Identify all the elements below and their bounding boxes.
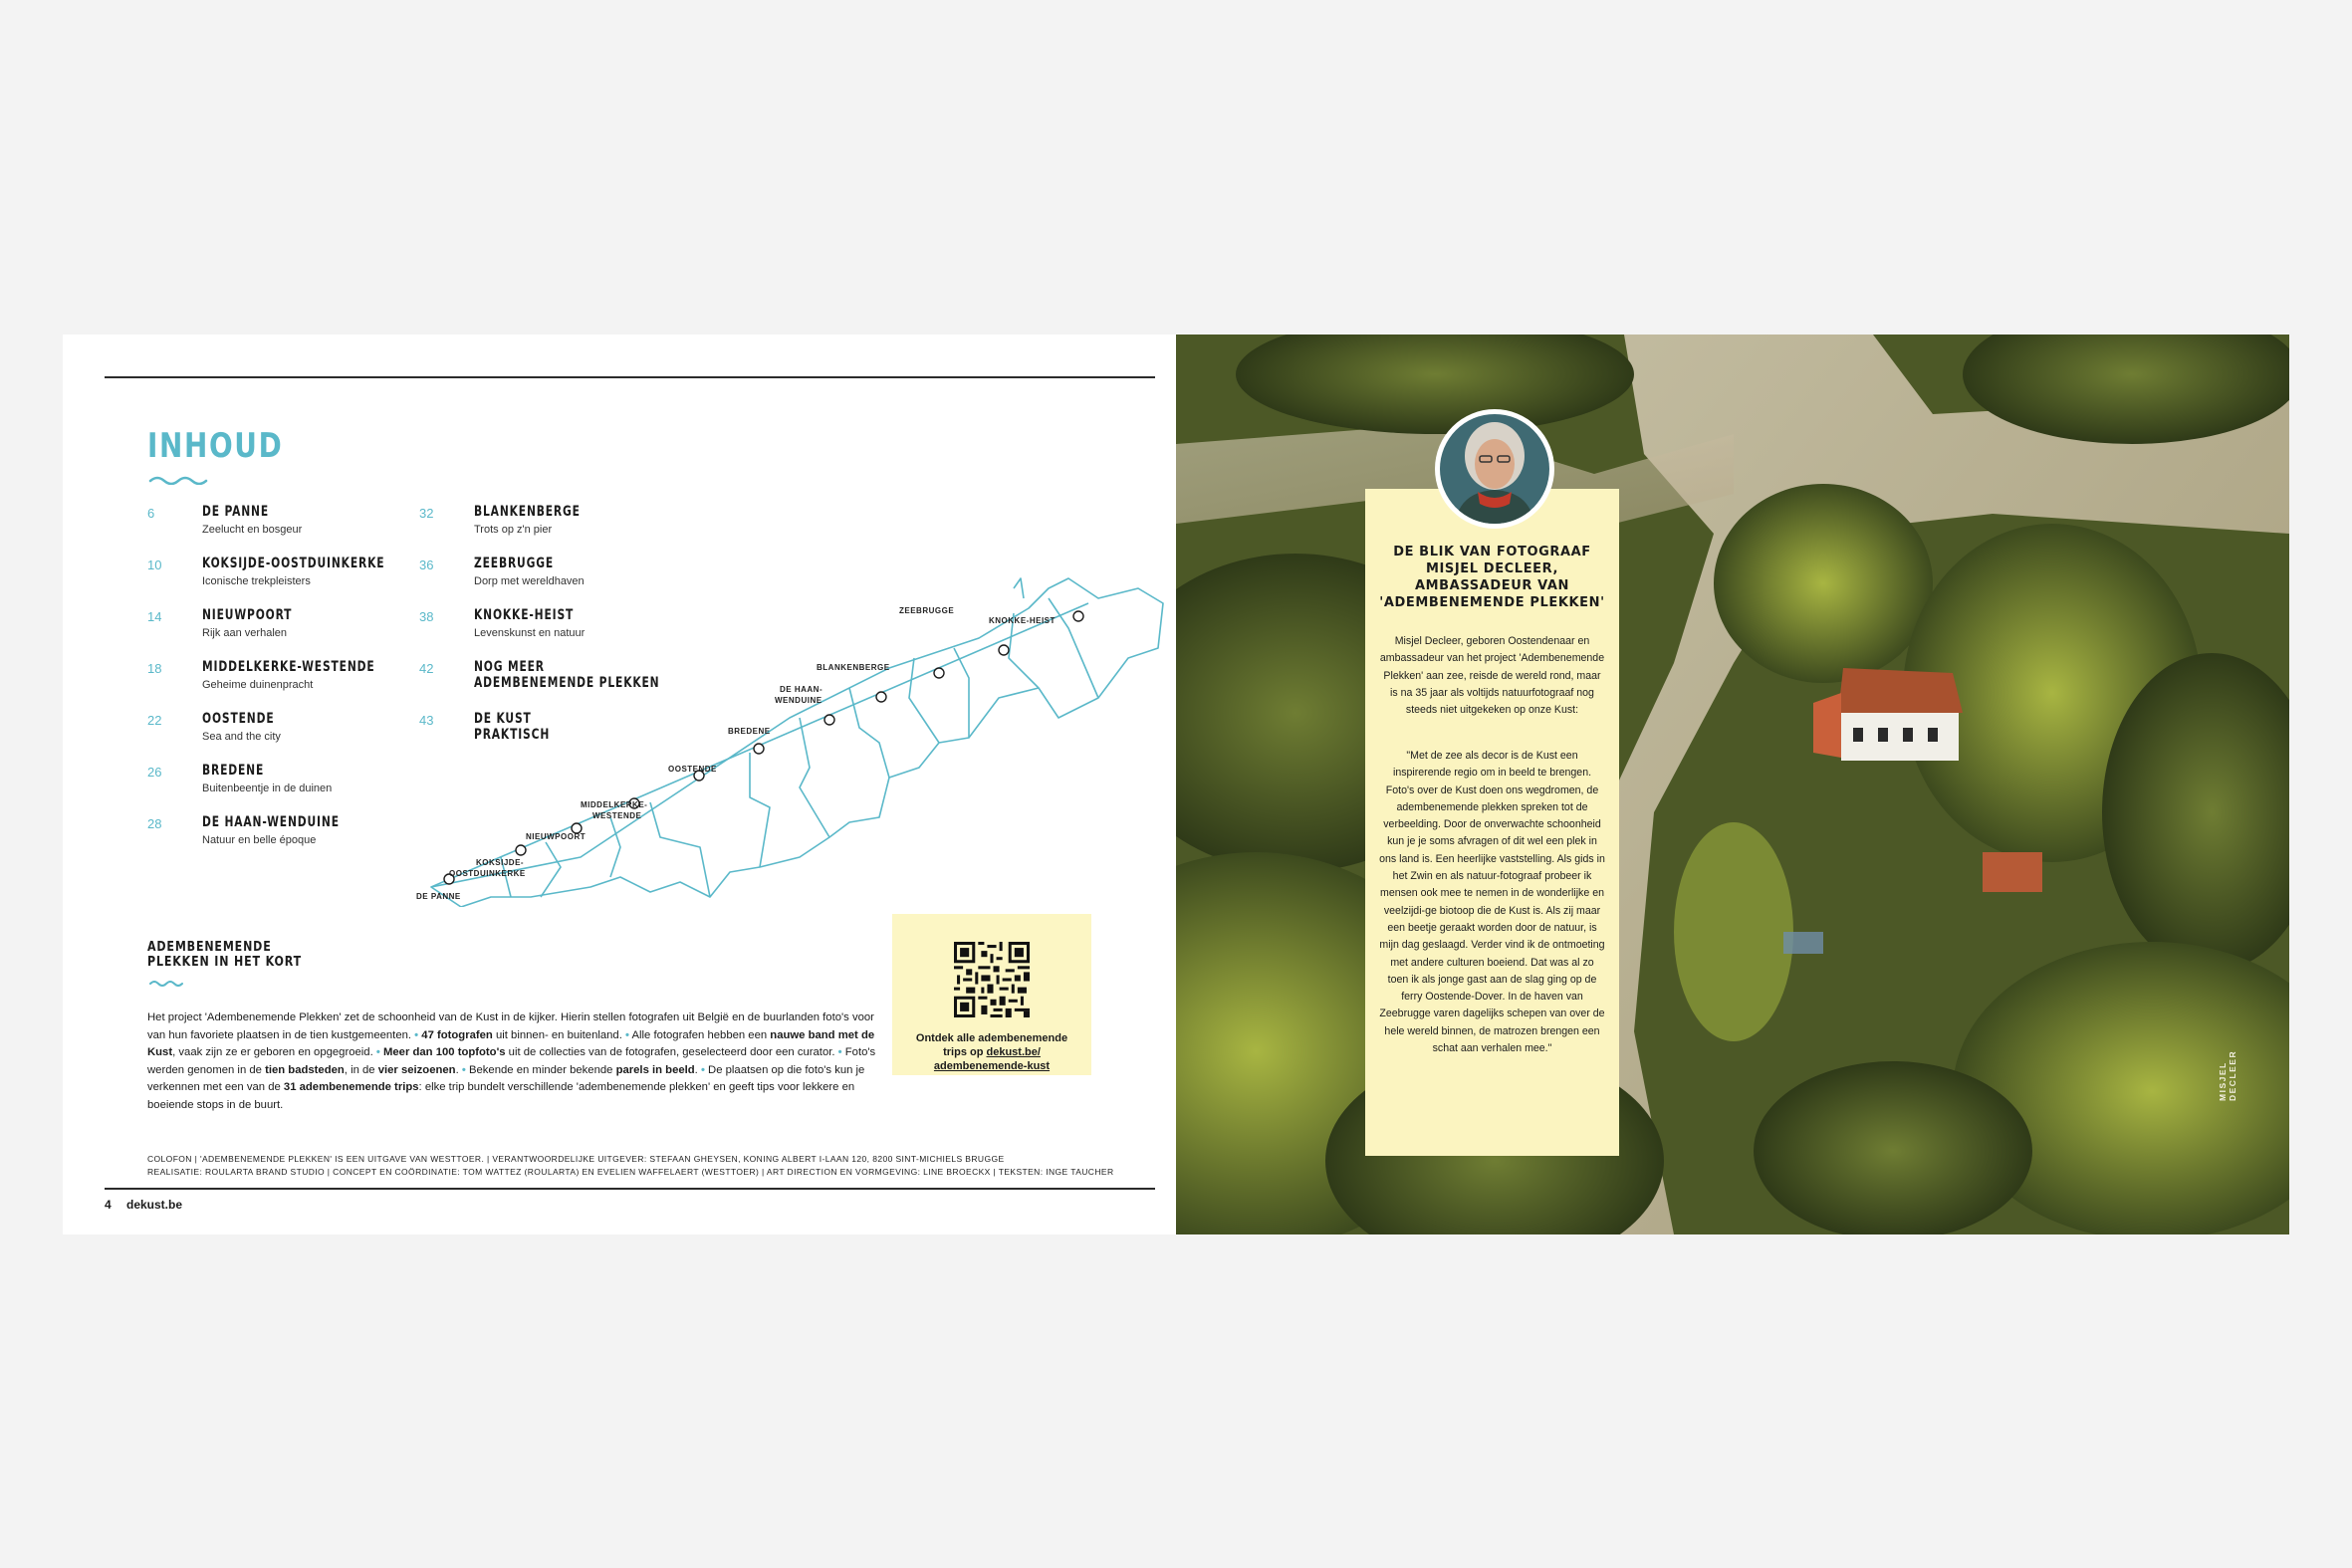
aerial-photo	[1176, 335, 2289, 1234]
trips-link[interactable]: dekust.be/	[986, 1046, 1041, 1058]
toc-subtitle: Sea and the city	[202, 731, 281, 743]
toc-column-1	[147, 504, 406, 866]
map-label-zeebrugge: ZEEBRUGGE	[899, 606, 955, 615]
qr-caption: Ontdek alle adembenemende trips op dekust.be/ adembenemende-kust	[902, 1031, 1081, 1073]
toc-title: NOG MEER ADEMBENEMENDE PLEKKEN	[474, 659, 660, 691]
photo-credit: MISJEL DECLEER	[2218, 1049, 2237, 1101]
toc-subtitle: Iconische trekpleisters	[202, 575, 311, 587]
right-page	[1176, 335, 2289, 1234]
toc-item[interactable]	[419, 504, 678, 556]
toc-item[interactable]	[147, 504, 406, 556]
map-label-koksijde: KOKSIJDE-	[476, 858, 525, 867]
toc-subtitle: Trots op z'n pier	[474, 524, 553, 536]
page-number: 4	[105, 1198, 112, 1212]
footer-site[interactable]: dekust.be	[126, 1198, 183, 1212]
top-rule	[105, 376, 1155, 378]
box-quote: "Met de zee als decor is de Kust een inspirerende regio om in beeld te brengen. Foto's over de Kust doen ons wegdromen, de adembenemende plekken spreken tot de verbeelding. Door de onverwachte schoonheid kun je je soms afvragen of dit wel een plek in ons land is. Een heerlijke vaststelling. Als gids in het Zwin en als natuur-fotograaf probeer ik mensen ook mee te nemen in de wonderlijke en veelzijdi-ge biotoop die de Kust is. Als zij maar een beetje geraakt worden door de natuur, is mijn dag geslaagd. Verder vind ik de ontmoeting met andere culturen boeiend. Dat was al zo toen ik als jonge gast aan de slag ging op de ferry Oostende-Dover. In de haven van Zeebrugge varen dagelijks schepen van over de hele wereld binnen, de matrozen brengen een schat aan verhalen mee."	[1379, 750, 1605, 1055]
map-label-koksijde-2: OOSTDUINKERKE	[449, 869, 526, 878]
toc-item[interactable]	[147, 711, 406, 763]
toc-page-number: 32	[419, 506, 434, 521]
photographer-box	[1365, 489, 1619, 1156]
toc-page-number: 42	[419, 661, 434, 676]
toc-subtitle: Levenskunst en natuur	[474, 627, 586, 639]
intro-paragraph: Het project 'Adembenemende Plekken' zet de schoonheid van de Kust in de kijker. Hierin stellen fotografen uit België en de buurlanden foto's voor van hun favoriete plaatsen in de tien kustgemeenten. • 47 fotografen uit binnen- en buitenland. • Alle fotografen hebben een nauwe band met de Kust, vaak zijn ze er geboren en opgegroeid. • Meer dan 100 topfoto's uit de collecties van de fotografen, geselecteerd door een curator. • Foto's werden genomen in de tien badsteden, in de vier seizoenen. • Bekende en minder bekende parels in beeld. • De plaatsen op die foto's kun je verkennen met een van de 31 adembenemende trips: elke trip bundelt verschillende 'adembenemende plekken' en geeft tips voor lekkere en boeiende stops in de buurt.	[147, 1011, 876, 1111]
map-label-de-haan: DE HAAN-	[780, 685, 823, 694]
qr-code-icon[interactable]	[954, 942, 1030, 1017]
trips-link-2[interactable]: adembenemende-kust	[933, 1060, 1051, 1072]
map-label-nieuwpoort: NIEUWPOORT	[526, 832, 587, 841]
bottom-rule	[105, 1188, 1155, 1190]
toc-page-number: 18	[147, 661, 162, 676]
toc-subtitle: Buitenbeentje in de duinen	[202, 783, 333, 794]
toc-title: ZEEBRUGGE	[474, 556, 555, 571]
toc-item[interactable]	[147, 659, 406, 711]
toc-page-number: 10	[147, 558, 162, 572]
map-label-blankenberge: BLANKENBERGE	[817, 663, 890, 672]
toc-title: BREDENE	[202, 763, 265, 779]
toc-item[interactable]	[147, 556, 406, 607]
map-label-de-panne: DE PANNE	[416, 892, 461, 901]
qr-promo-box[interactable]	[892, 914, 1091, 1075]
toc-title: BLANKENBERGE	[474, 504, 581, 520]
toc-item[interactable]	[147, 814, 406, 866]
photographer-avatar	[1440, 414, 1549, 524]
toc-page-number: 38	[419, 609, 434, 624]
toc-page-number: 26	[147, 765, 162, 780]
toc-item[interactable]	[147, 607, 406, 659]
left-page	[63, 335, 1176, 1234]
map-label-de-haan-2: WENDUINE	[775, 696, 823, 705]
toc-title: KNOKKE-HEIST	[474, 607, 575, 623]
toc-title: DE KUST PRAKTISCH	[474, 711, 551, 743]
toc-title: MIDDELKERKE-WESTENDE	[202, 659, 375, 675]
toc-title: OOSTENDE	[202, 711, 275, 727]
toc-title: DE PANNE	[202, 504, 270, 520]
colofon: COLOFON | 'ADEMBENEMENDE PLEKKEN' IS EEN UITGAVE VAN WESTTOER. | VERANTWOORDELIJKE UITGEVER: STEFAAN GHEYSEN, KONING ALBERT I-LAAN 120, 8200 SINT-MICHIELS BRUGGE REALISATIE: ROULARTA BRAND STUDIO | CONCEPT EN COÖRDINATIE: TOM WATTEZ (ROULARTA) EN EVELIEN WAFFELAERT (WESTTOER) | ART DIRECTION EN VORMGEVING: LINE BROECKX | TEKSTEN: INGE TAUCHER	[147, 1154, 1114, 1177]
map-label-middelkerke: MIDDELKERKE-	[581, 800, 648, 809]
wave-icon	[148, 475, 208, 485]
map-label-middelkerke-2: WESTENDE	[592, 811, 642, 820]
toc-subtitle: Dorp met wereldhaven	[474, 575, 585, 587]
coast-map	[411, 568, 1168, 907]
toc-subtitle: Zeelucht en bosgeur	[202, 524, 303, 536]
toc-page-number: 22	[147, 713, 162, 728]
toc-page-number: 36	[419, 558, 434, 572]
map-label-knokke-heist: KNOKKE-HEIST	[989, 616, 1056, 625]
toc-page-number: 28	[147, 816, 162, 831]
map-label-oostende: OOSTENDE	[668, 765, 717, 774]
toc-title: NIEUWPOORT	[202, 607, 293, 623]
toc-subtitle: Rijk aan verhalen	[202, 627, 287, 639]
section-heading: ADEMBENEMENDE PLEKKEN IN HET KORT	[147, 940, 303, 970]
box-lead: Misjel Decleer, geboren Oostendenaar en ambassadeur van het project 'Adembenemende Plekken' aan zee, reisde de wereld rond, maar is na 35 jaar als voltijds natuurfotograaf nog steeds niet uitgekeken op onze Kust:	[1379, 635, 1605, 717]
box-title: DE BLIK VAN FOTOGRAAF MISJEL DECLEER, AMBASSADEUR VAN 'ADEMBENEMENDE PLEKKEN'	[1379, 545, 1605, 610]
toc-page-number: 6	[147, 506, 155, 521]
page-title: INHOUD	[147, 426, 284, 466]
toc-title: DE HAAN-WENDUINE	[202, 814, 340, 830]
toc-subtitle: Natuur en belle époque	[202, 834, 317, 846]
toc-item[interactable]	[147, 763, 406, 814]
map-label-bredene: BREDENE	[728, 727, 771, 736]
toc-page-number: 14	[147, 609, 162, 624]
toc-subtitle: Geheime duinenpracht	[202, 679, 314, 691]
wave-icon-small	[148, 979, 184, 987]
toc-page-number: 43	[419, 713, 434, 728]
toc-title: KOKSIJDE-OOSTDUINKERKE	[202, 556, 385, 571]
